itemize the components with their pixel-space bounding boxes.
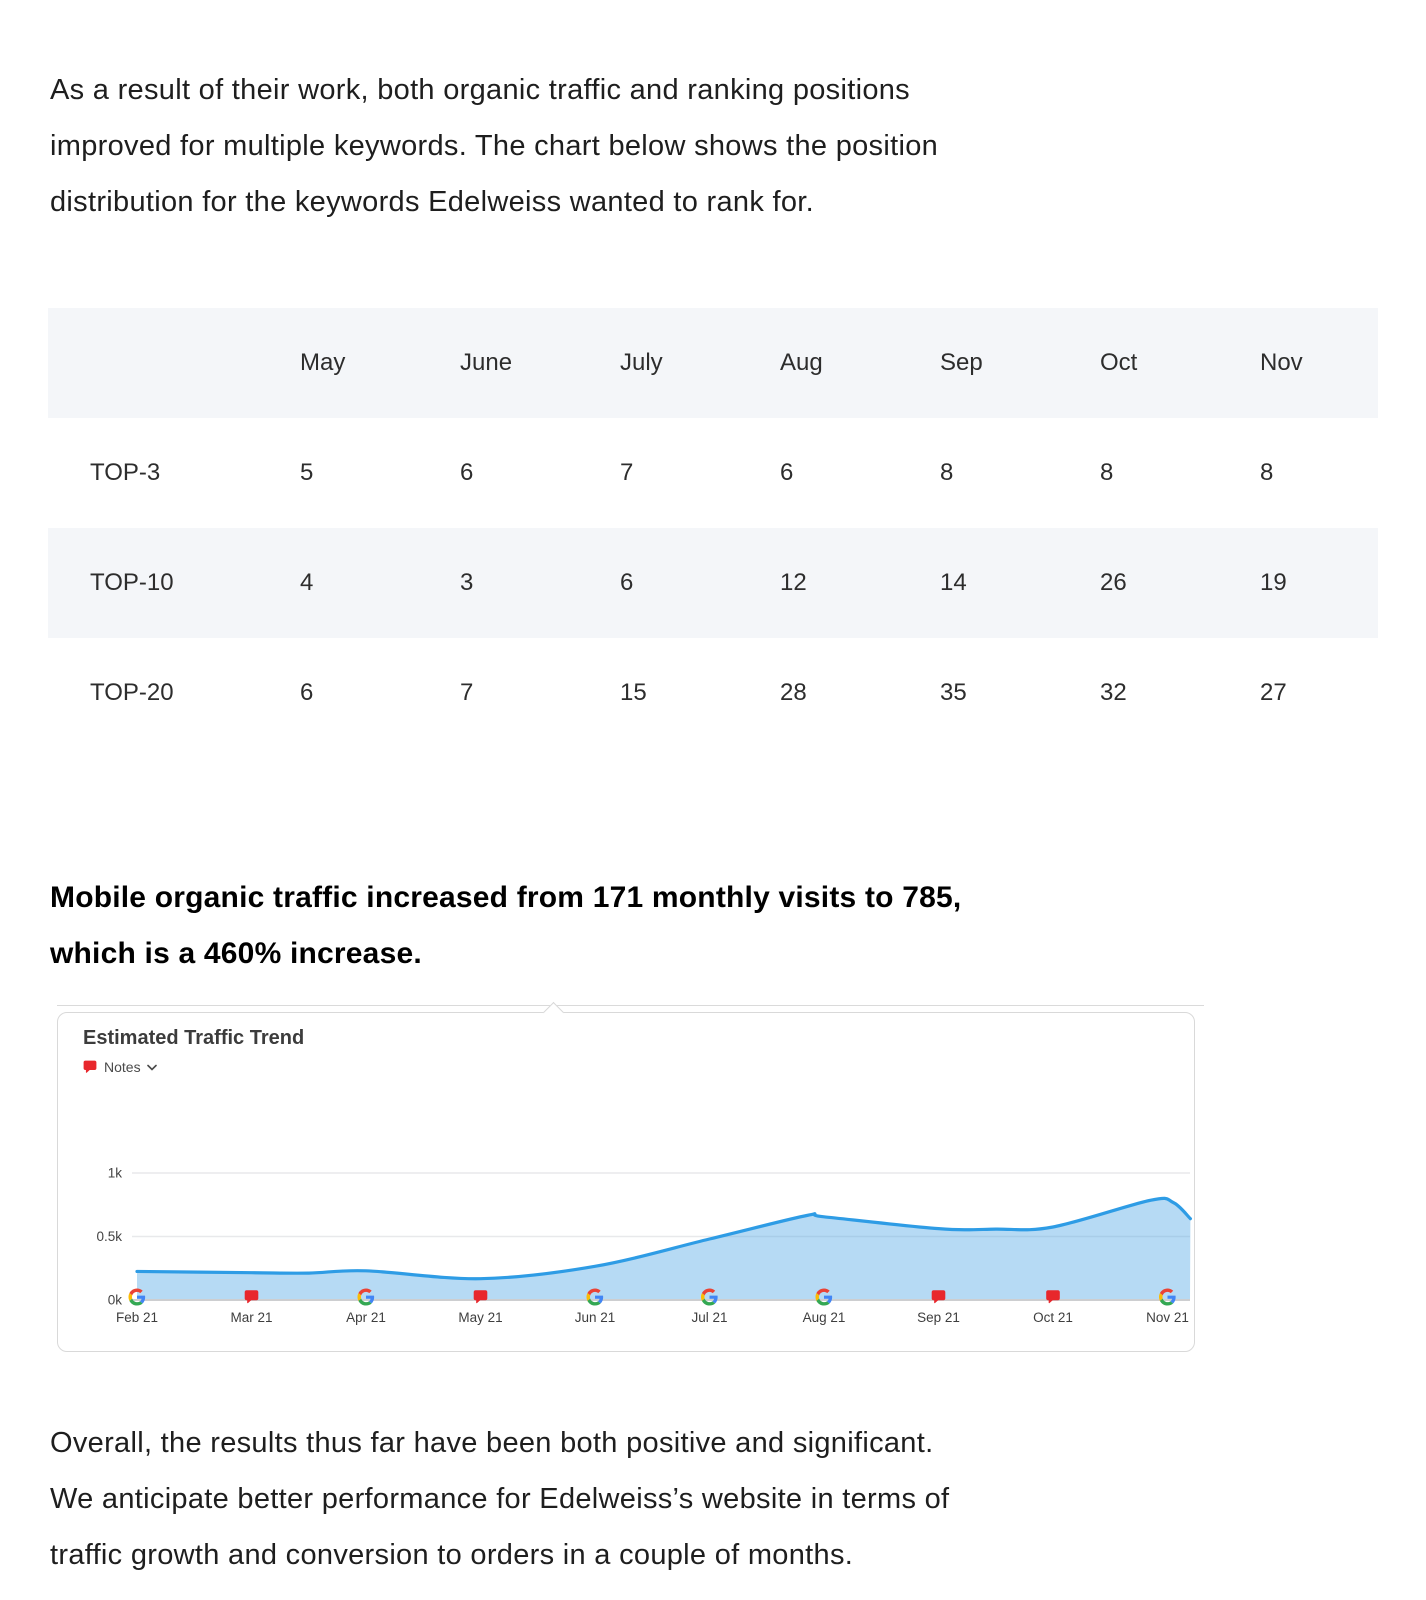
outro-line: traffic growth and conversion to orders in a couple of months. bbox=[50, 1539, 854, 1571]
traffic-trend-card bbox=[57, 1012, 1195, 1352]
table-header-row bbox=[48, 308, 1378, 418]
table-row-top3 bbox=[48, 418, 1378, 528]
y-axis-label: 0.5k bbox=[96, 1229, 122, 1244]
outro-paragraph bbox=[50, 1415, 1210, 1583]
row-label: TOP-3 bbox=[90, 459, 161, 486]
note-icon bbox=[245, 1290, 259, 1303]
table-cell: 32 bbox=[1100, 679, 1127, 706]
table-cell: 26 bbox=[1100, 569, 1127, 596]
table-cell: 15 bbox=[620, 679, 647, 706]
intro-line: As a result of their work, both organic traffic and ranking positions bbox=[50, 74, 910, 106]
chevron-down-icon bbox=[147, 1064, 157, 1071]
note-icon bbox=[1046, 1290, 1060, 1303]
table-header-cell-aug: Aug bbox=[780, 349, 823, 376]
x-axis-label: Oct 21 bbox=[1033, 1310, 1073, 1325]
table-cell: 6 bbox=[300, 679, 314, 706]
note-icon bbox=[932, 1290, 946, 1303]
table-header-cell-nov: Nov bbox=[1260, 349, 1303, 376]
table-cell: 28 bbox=[780, 679, 807, 706]
table-row-top20 bbox=[48, 638, 1378, 748]
row-label: TOP-20 bbox=[90, 679, 174, 706]
position-distribution-table bbox=[48, 308, 1378, 748]
outro-line: We anticipate better performance for Edelweiss’s website in terms of bbox=[50, 1483, 950, 1515]
table-header-cell-july: July bbox=[620, 349, 663, 376]
x-axis-label: Jun 21 bbox=[574, 1310, 616, 1325]
x-axis-label: Nov 21 bbox=[1146, 1310, 1189, 1325]
table-cell: 8 bbox=[1260, 459, 1274, 486]
chart-title: Estimated Traffic Trend bbox=[83, 1027, 305, 1049]
intro-line: distribution for the keywords Edelweiss wanted to rank for. bbox=[50, 186, 815, 218]
table-cell: 7 bbox=[620, 459, 634, 486]
note-icon bbox=[474, 1290, 488, 1303]
y-axis-label: 1k bbox=[107, 1165, 122, 1181]
y-axis-label: 0k bbox=[107, 1292, 122, 1308]
x-axis-label: May 21 bbox=[458, 1310, 503, 1325]
note-icon bbox=[82, 1059, 98, 1075]
table-cell: 27 bbox=[1260, 679, 1287, 706]
row-label: TOP-10 bbox=[90, 569, 174, 596]
table-row-top10 bbox=[48, 528, 1378, 638]
table-cell: 12 bbox=[780, 569, 807, 596]
table-cell: 6 bbox=[780, 459, 794, 486]
table-header-cell-may: May bbox=[300, 349, 346, 376]
traffic-increase-heading bbox=[50, 870, 1170, 982]
table-cell: 35 bbox=[940, 679, 967, 706]
notes-label: Notes bbox=[104, 1059, 141, 1075]
table-cell: 19 bbox=[1260, 569, 1287, 596]
divider-line bbox=[57, 1005, 1204, 1006]
x-axis-label: Apr 21 bbox=[346, 1310, 386, 1325]
table-cell: 14 bbox=[940, 569, 967, 596]
table-cell: 6 bbox=[460, 459, 474, 486]
table-cell: 6 bbox=[620, 569, 634, 596]
table-cell: 8 bbox=[940, 459, 954, 486]
x-axis-label: Aug 21 bbox=[802, 1310, 846, 1325]
traffic-trend-chart bbox=[58, 1103, 1194, 1343]
x-axis-label: Jul 21 bbox=[691, 1310, 728, 1325]
notes-dropdown[interactable] bbox=[82, 1059, 157, 1075]
x-axis-label: Sep 21 bbox=[917, 1310, 960, 1325]
table-cell: 5 bbox=[300, 459, 314, 486]
outro-line: Overall, the results thus far have been both positive and significant. bbox=[50, 1427, 934, 1459]
table-cell: 3 bbox=[460, 569, 474, 596]
x-axis-label: Mar 21 bbox=[230, 1310, 273, 1325]
intro-paragraph bbox=[50, 62, 1210, 230]
table-header-cell bbox=[48, 308, 300, 418]
intro-line: improved for multiple keywords. The chart below shows the position bbox=[50, 130, 939, 162]
table-header-cell-sep: Sep bbox=[940, 349, 983, 376]
table-cell: 4 bbox=[300, 569, 314, 596]
table-header-cell-june: June bbox=[460, 349, 513, 376]
table-cell: 8 bbox=[1100, 459, 1114, 486]
heading-line: Mobile organic traffic increased from 171 monthly visits to 785, bbox=[50, 880, 962, 914]
x-axis-label: Feb 21 bbox=[115, 1310, 159, 1325]
table-header-cell-oct: Oct bbox=[1100, 349, 1138, 376]
table-cell: 7 bbox=[460, 679, 474, 706]
heading-line: which is a 460% increase. bbox=[50, 936, 422, 970]
